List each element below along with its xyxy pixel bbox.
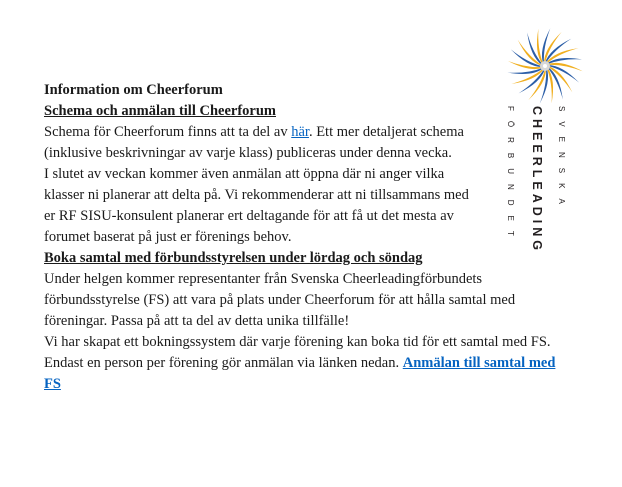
har-link[interactable]: här — [291, 124, 309, 140]
paragraph-anmalan-info: I slutet av veckan kommer även anmälan att öppna där ni anger vilka klasser ni planerar att delta på. Vi rekommenderar att ni tillsammans med er RF SISU-konsulent planerar ert deltagande för att få ut det mesta av forumet baserat på just er förenings behov. — [44, 166, 469, 245]
paragraph-schema-text-after: . Ett mer detaljerat schema (inklusive beskrivningar av varje klass) publiceras under denna vecka. — [44, 124, 464, 161]
anmalan-till-samtal-link[interactable]: Anmälan till samtal med FS — [44, 355, 556, 392]
document-title: Information om Cheerforum — [44, 82, 223, 98]
section-heading-schema: Schema och anmälan till Cheerforum — [44, 103, 276, 119]
paragraph-bokningssystem-text: Vi har skapat ett bokningssystem där varje förening kan boka tid för ett samtal med FS. Endast en person per förening gör anmälan via länken nedan. — [44, 334, 551, 371]
logo-text-cheerleading: CHEERLEADING — [530, 106, 544, 255]
logo-text-forbundet: FÖRBUNDET — [506, 106, 515, 246]
logo-wrap-spacer — [483, 28, 561, 272]
logo-text-svenska: SVENSKA — [557, 106, 566, 214]
section-heading-boka-samtal: Boka samtal med förbundsstyrelsen under lördag och söndag — [44, 250, 423, 266]
paragraph-bokningssystem — [44, 332, 561, 395]
paragraph-schema-text-before: Schema för Cheerforum finns att ta del av — [44, 124, 292, 140]
paragraph-forbundsstyrelse: Under helgen kommer representanter från Svenska Cheerleadingförbundets förbundsstyrelse (FS) att vara på plats under Cheerforum för att hålla samtal med föreningar. Passa på att ta del av detta unika tillfälle! — [44, 271, 516, 329]
document-body — [44, 28, 561, 395]
